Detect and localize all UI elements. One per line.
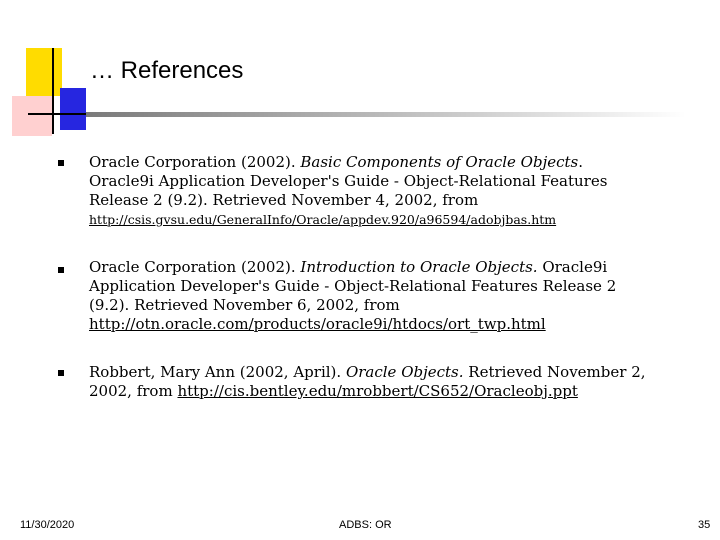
reference-authors: Oracle Corporation (2002). (89, 153, 301, 171)
slide-title: … References (90, 57, 244, 84)
footer-page-number: 35 (698, 519, 711, 531)
footer-center-label: ADBS: OR (339, 519, 392, 531)
reference-title: Basic Components of Oracle Objects (300, 153, 579, 171)
bullet-icon (58, 267, 64, 273)
decor-pink-square (12, 96, 52, 136)
reference-item-1 (89, 153, 649, 210)
reference-link-1[interactable]: http://csis.gvsu.edu/GeneralInfo/Oracle/appdev.920/a96594/adobjbas.htm (89, 212, 557, 227)
reference-link-3[interactable]: http://cis.bentley.edu/mrobbert/CS652/Oracleobj.ppt (177, 382, 578, 400)
decor-horizontal-line (28, 113, 92, 115)
reference-title: Introduction to Oracle Objects. (300, 258, 538, 276)
decor-vertical-line (52, 48, 54, 134)
title-underline-rule (86, 112, 686, 117)
reference-details: Retrieved November 2, 2002, from (89, 363, 646, 400)
reference-authors: Robbert, Mary Ann (2002, April). (89, 363, 346, 381)
reference-details: Oracle9i Application Developer's Guide - Object-Relational Features Release 2 (9.2). Retrieved November 6, 2002, from (89, 258, 617, 314)
reference-details: . Oracle9i Application Developer's Guide - Object-Relational Features Release 2 (9.2). Retrieved November 4, 2002, from (89, 153, 608, 209)
bullet-icon (58, 160, 64, 166)
reference-item-3 (89, 363, 649, 401)
decor-blue-square (60, 88, 86, 130)
footer-date: 11/30/2020 (20, 519, 75, 531)
reference-link-2[interactable]: http://otn.oracle.com/products/oracle9i/htdocs/ort_twp.html (89, 315, 546, 333)
decor-yellow-square (26, 48, 62, 96)
reference-title: Oracle Objects. (345, 363, 464, 381)
reference-item-2 (89, 258, 649, 334)
reference-authors: Oracle Corporation (2002). (89, 258, 301, 276)
bullet-icon (58, 370, 64, 376)
